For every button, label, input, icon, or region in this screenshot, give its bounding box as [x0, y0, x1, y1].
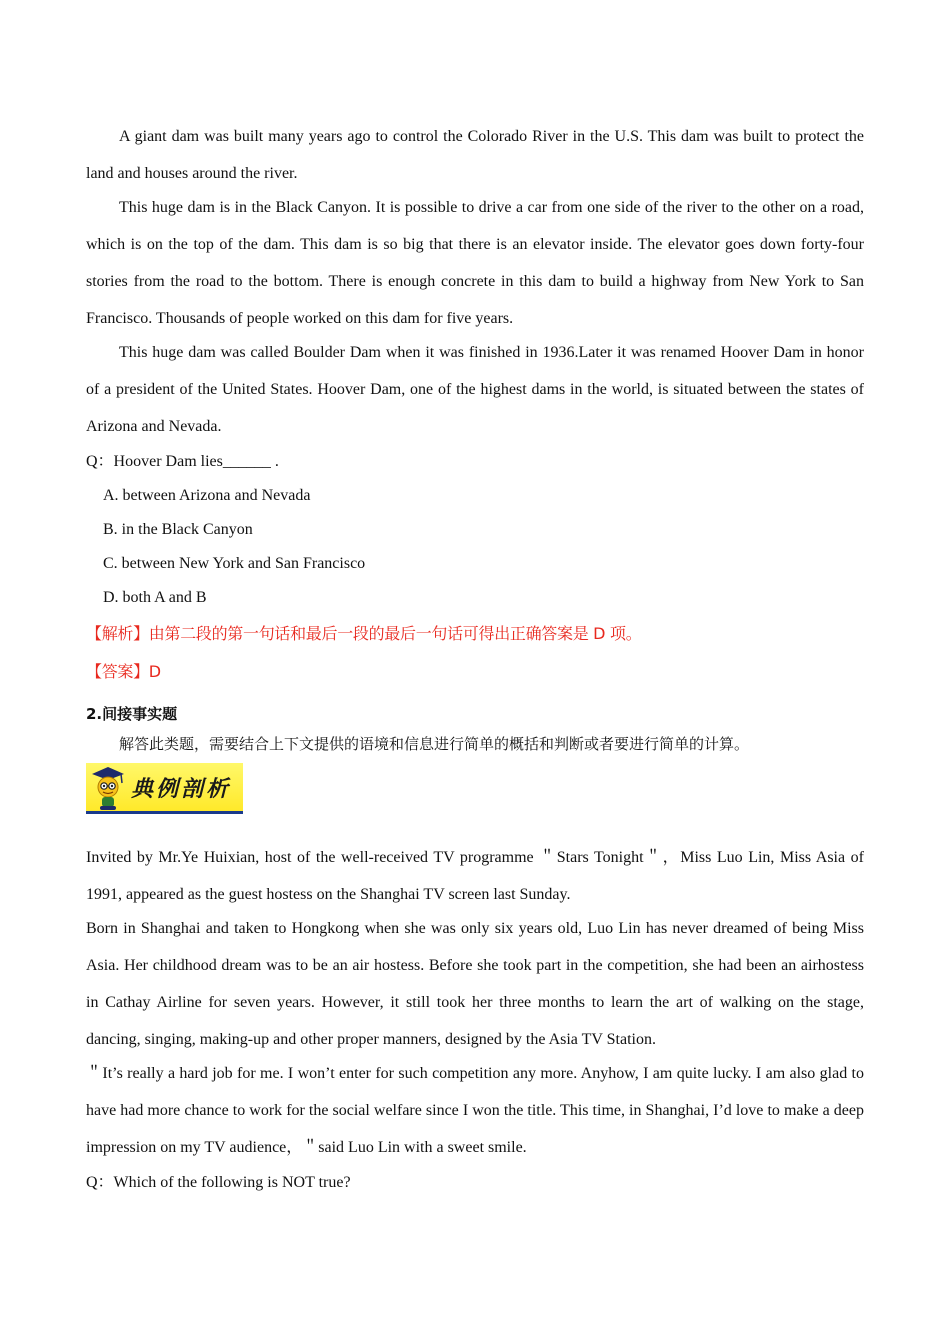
passage1-question: Q：Hoover Dam lies______ . [86, 453, 279, 470]
option-a: A. between Arizona and Nevada [103, 487, 311, 504]
banner-title: 典例剖析 [131, 777, 232, 802]
option-d: D. both A and B [103, 589, 207, 606]
document-page [86, 118, 864, 1200]
passage1-paragraph-1: A giant dam was built many years ago to control the Colorado River in the U.S. This dam was built to protect the land and houses around the river. [86, 128, 864, 182]
section-intro: 解答此类题，需要结合上下文提供的语境和信息进行简单的概括和判断或者要进行简单的计算。 [119, 735, 750, 753]
passage1-paragraph-2: This huge dam is in the Black Canyon. It is possible to drive a car from one side of the river to the other on a road, which is on the top of the dam. This dam is so big that there is an elevator inside. The elevator goes down forty-four stories from the road to the bottom. There is enough concrete in this dam to build a highway from New York to San Francisco. Thousands of people worked on this dam for five years. [86, 199, 864, 327]
analysis-text: 【解析】由第二段的第一句话和最后一段的最后一句话可得出正确答案是 D 项。 [86, 624, 642, 643]
option-c: C. between New York and San Francisco [103, 555, 366, 572]
passage1-paragraph-3: This huge dam was called Boulder Dam when it was finished in 1936.Later it was renamed Hoover Dam in honor of a president of the United States. Hoover Dam, one of the highest dams in the world, is situated between the states of Arizona and Nevada. [86, 344, 864, 435]
banner-underline [86, 811, 243, 814]
section-heading: 2.间接事实题 [86, 705, 178, 723]
passage2-paragraph-1: Invited by Mr.Ye Huixian, host of the well-received TV programme ＂Stars Tonight＂，Miss Luo Lin, Miss Asia of 1991, appeared as the guest hostess on the Shanghai TV screen last Sunday. [86, 849, 864, 903]
passage2-paragraph-3: ＂It’s really a hard job for me. I won’t enter for such competition any more. Anyhow, I am quite lucky. I am also glad to have had more chance to work for the social welfare since I won the title. This time, in Shanghai, I’d love to make a deep impression on my TV audience，＂said Luo Lin with a sweet smile. [86, 1065, 865, 1156]
scholar-mascot-icon [88, 765, 128, 811]
example-banner [86, 763, 243, 815]
passage2-question: Q：Which of the following is NOT true? [86, 1174, 351, 1191]
option-b: B. in the Black Canyon [103, 521, 253, 538]
passage2-paragraph-2: Born in Shanghai and taken to Hongkong when she was only six years old, Luo Lin has never dreamed of being Miss Asia. Her childhood dream was to be an air hostess. Before she took part in the competition, she had been an airhostess in Cathay Airline for seven years. However, it still took her three months to learn the art of walking on the stage, dancing, singing, making-up and other proper manners, designed by the Asia TV Station. [86, 920, 864, 1048]
answer-text: 【答案】D [86, 662, 161, 681]
